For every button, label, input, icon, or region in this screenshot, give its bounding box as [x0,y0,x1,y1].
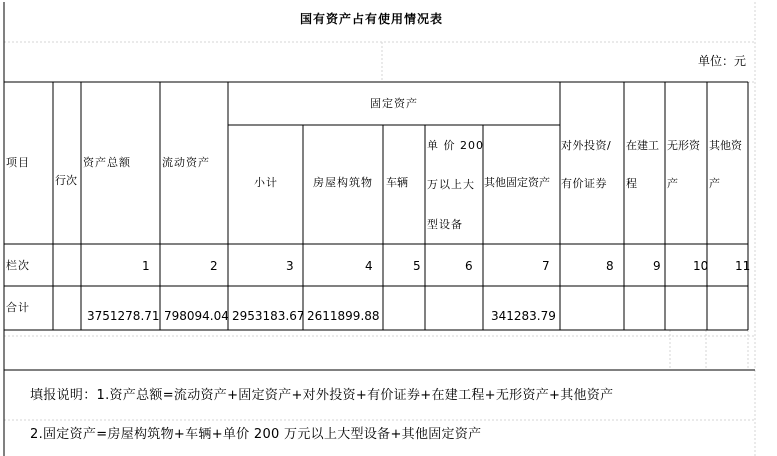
buildings-value: 2611899.88 [307,309,380,323]
subtotal-value: 2953183.67 [232,309,305,323]
header-other-fixed: 其他固定资产 [484,176,550,189]
current-assets-value: 798094.04 [164,309,229,323]
sheet-title: 国有资产占有使用情况表 [300,12,444,26]
header-total-assets: 资产总额 [83,156,131,169]
header-current-assets: 流动资产 [162,156,210,169]
column-index-cell: 6 [465,259,473,273]
column-index-cell: 10 [693,259,709,273]
column-index-cell: 4 [365,259,373,273]
total-assets-value: 3751278.71 [87,309,160,323]
header-investment-line2: 有价证券 [561,177,607,190]
column-index-cell: 5 [413,259,421,273]
column-index-cell: 1 [142,259,150,273]
header-intangible-line1: 无形资 [667,139,700,152]
note-line-1: 填报说明：1.资产总额=流动资产+固定资产+对外投资+有价证券+在建工程+无形资产+其他资产 [30,388,614,403]
header-item: 项目 [6,156,30,169]
header-intangible-line2: 产 [667,177,679,190]
column-index-label: 栏次 [6,259,30,272]
column-index-cell: 7 [542,259,550,273]
other-fixed-value: 341283.79 [491,309,556,323]
header-large-equipment-line2: 万以上大 [427,178,475,191]
column-index-cell: 9 [653,259,661,273]
total-row-label: 合计 [6,301,30,314]
header-other-assets-line2: 产 [709,177,721,190]
header-subtotal: 小计 [254,176,278,189]
unit-label: 单位：元 [698,54,747,68]
header-buildings: 房屋构筑物 [313,176,373,189]
header-investment-line1: 对外投资/ [561,139,612,152]
column-index-cell: 8 [606,259,614,273]
header-large-equipment-line3: 型设备 [427,218,463,231]
header-other-assets-line1: 其他资 [709,139,742,152]
header-fixed-assets: 固定资产 [370,97,418,110]
header-row-no: 行次 [55,174,77,187]
column-index-cell: 3 [286,259,294,273]
note-line-2: 2.固定资产=房屋构筑物+车辆+单价 200 万元以上大型设备+其他固定资产 [30,427,482,442]
column-index-cell: 2 [210,259,218,273]
header-vehicles: 车辆 [386,176,408,189]
header-construction-line2: 程 [626,177,638,190]
header-large-equipment-line1: 单 价 200 [427,139,484,152]
header-construction-line1: 在建工 [626,139,659,152]
column-index-cell: 11 [735,259,751,273]
